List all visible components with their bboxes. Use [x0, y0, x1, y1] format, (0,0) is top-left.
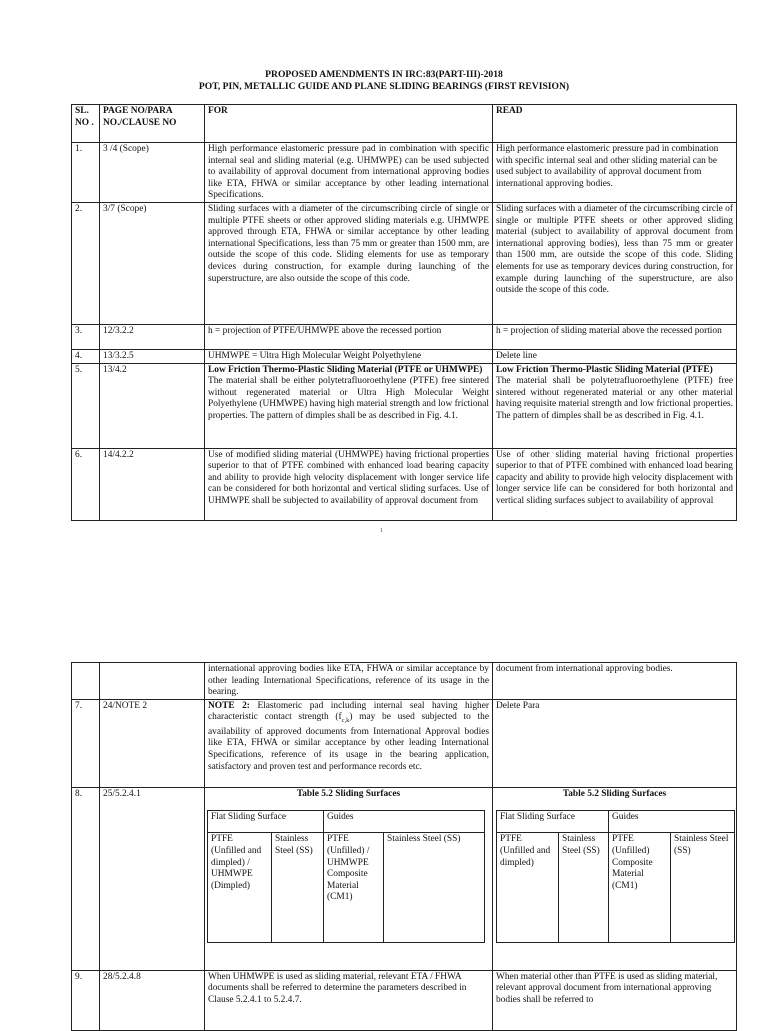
cell-sl: 5.: [72, 363, 100, 448]
cell-page: 3/7 (Scope): [100, 203, 205, 325]
cell-read-body: The material shall be polytetrafluoroethylene (PTFE) free sintered without regenerated material or any other material having requisite material strength and low frictional properties. The pattern of dimples shall be as described in Fig. 4.1.: [496, 376, 733, 421]
sliding-surfaces-table-read: [496, 810, 735, 943]
table-row: [72, 970, 737, 1030]
cell-sl: 8.: [72, 787, 100, 970]
material-cell: Stainless Steel (SS): [384, 833, 485, 943]
note-text-b: ) may be used subjected to the availability of approved documents from International Approval bodies like ETA, FHWA or similar acceptance by other leading International Specifications, reference of its usage in the bearing application, satisfactory and proven test and performance records etc.: [208, 712, 490, 772]
cell-read: Delete Para: [493, 699, 737, 787]
cell-read: document from international approving bodies.: [493, 663, 737, 700]
header-sl-no: SL. NO .: [72, 105, 100, 143]
amendments-table-page-1: [71, 104, 737, 521]
header-page-para: PAGE NO/PARA NO./CLAUSE NO: [100, 105, 205, 143]
cell-page: 14/4.2.2: [100, 448, 205, 520]
table-row: [72, 787, 737, 970]
cell-for: UHMWPE = Ultra High Molecular Weight Polyethylene: [205, 350, 493, 364]
cell-sl: 2.: [72, 203, 100, 325]
cell-sl: 4.: [72, 350, 100, 364]
table-row: [72, 325, 737, 350]
cell-sl: 9.: [72, 970, 100, 1030]
cell-read: Delete line: [493, 350, 737, 364]
table-row: [72, 350, 737, 364]
cell-sl: 3.: [72, 325, 100, 350]
table-row: [72, 143, 737, 203]
table-title-for: Table 5.2 Sliding Surfaces: [296, 788, 401, 799]
cell-for: [205, 787, 493, 970]
table-row: [72, 699, 737, 787]
flat-sliding-surface-header: Flat Sliding Surface: [208, 811, 324, 833]
material-cell: PTFE (Unfilled and dimpled): [497, 833, 559, 943]
cell-read: [493, 787, 737, 970]
table-row: [72, 448, 737, 520]
sliding-surfaces-table-for: [207, 810, 485, 943]
amendments-table-page-2: [71, 662, 737, 1031]
material-cell: PTFE (Unfilled) Composite Material (CM1): [609, 833, 671, 943]
material-cell: PTFE (Unfilled) / UHMWPE Composite Material (CM1): [324, 833, 384, 943]
cell-page: 12/3.2.2: [100, 325, 205, 350]
cell-read-heading: Low Friction Thermo-Plastic Sliding Material (PTFE): [496, 364, 713, 375]
document-title: PROPOSED AMENDMENTS IN IRC:83(PART-III)-2018: [265, 69, 503, 80]
cell-for: When UHMWPE is used as sliding material, relevant ETA / FHWA documents shall be referred to determine the parameters described in Clause 5.2.4.1 to 5.2.4.7.: [205, 970, 493, 1030]
cell-for: High performance elastomeric pressure pad in combination with specific internal seal and sliding material (e.g. UHMWPE) can be used subjected to availability of approval document from international approving bodies like ETA, FHWA or similar acceptance by other leading international Specifications.: [205, 143, 493, 203]
guides-header: Guides: [609, 811, 735, 833]
cell-sl: 1.: [72, 143, 100, 203]
cell-for-heading: Low Friction Thermo-Plastic Sliding Material (PTFE or UHMWPE): [208, 364, 483, 375]
note-subscript: c,k: [341, 717, 350, 725]
cell-for: Sliding surfaces with a diameter of the circumscribing circle of single or multiple PTFE sheets or other approved sliding materials e.g. UHMWPE approved through ETA, FHWA or similar acceptance by other leading international Specifications, less than 75 mm or greater than 1500 mm, are outside the scope of this code. Sliding elements for use as temporary devices during construction, for example during launching of the superstructure, are also outside the scope of this code.: [205, 203, 493, 325]
cell-for-body: The material shall be either polytetrafluoroethylene (PTFE) free sintered without regenerated material or Ultra High Molecular Weight Polyethylene (UHMWPE) having high material strength and low frictional properties. The pattern of dimples shall be as described in Fig. 4.1.: [208, 376, 489, 421]
material-cell: PTFE (Unfilled and dimpled) / UHMWPE (Dimpled): [208, 833, 272, 943]
cell-read: h = projection of sliding material above the recessed portion: [493, 325, 737, 350]
table-row-continued: [72, 663, 737, 700]
cell-for: [205, 699, 493, 787]
cell-read: High performance elastomeric pressure pad in combination with specific internal seal and other sliding material can be used subject to availability of approval document from international approving bodies.: [493, 143, 737, 203]
cell-for: h = projection of PTFE/UHMWPE above the recessed portion: [205, 325, 493, 350]
table-row: [72, 363, 737, 448]
cell-read: When material other than PTFE is used as sliding material, relevant approval document from international approving bodies shall be referred to: [493, 970, 737, 1030]
cell-page: 28/5.2.4.8: [100, 970, 205, 1030]
table-row: [72, 203, 737, 325]
header-for: FOR: [205, 105, 493, 143]
cell-for: Use of modified sliding material (UHMWPE) having frictional properties superior to that of PTFE combined with enhanced load bearing capacity and ability to provide high velocity displacement with longer service life can be considered for both horizontal and vertical sliding surfaces. Use of UHMWPE shall be subjected to availability of approval document from: [205, 448, 493, 520]
guides-header: Guides: [324, 811, 485, 833]
cell-page: 24/NOTE 2: [100, 699, 205, 787]
cell-read: [493, 363, 737, 448]
material-cell: Stainless Steel (SS): [671, 833, 735, 943]
material-cell: Stainless Steel (SS): [272, 833, 324, 943]
note-label: NOTE 2:: [208, 700, 250, 711]
cell-read: Sliding surfaces with a diameter of the circumscribing circle of single or multiple PTFE sheets or other approved sliding material (subject to availability of approval document from international approving bodies), less than 75 mm or greater than 1500 mm, are outside the scope of this code. Sliding elements for use as temporary devices during construction, for example during launching of the superstructure, are also outside the scope of this code.: [493, 203, 737, 325]
header-read: READ: [493, 105, 737, 143]
cell-page: 3 /4 (Scope): [100, 143, 205, 203]
cell-sl: 7.: [72, 699, 100, 787]
flat-sliding-surface-header: Flat Sliding Surface: [497, 811, 609, 833]
cell-for: international approving bodies like ETA, FHWA or similar acceptance by other leading International Specifications, reference of its usage in the bearing.: [205, 663, 493, 700]
cell-sl: 6.: [72, 448, 100, 520]
cell-page: [100, 663, 205, 700]
cell-page: 13/4.2: [100, 363, 205, 448]
cell-page: 13/3.2.5: [100, 350, 205, 364]
cell-read: Use of other sliding material having frictional properties superior to that of PTFE combined with enhanced load bearing capacity and ability to provide high velocity displacement with longer service life can be considered for both horizontal and vertical sliding surfaces subject to availability of approval: [493, 448, 737, 520]
page-number: 1: [380, 528, 383, 534]
note-text-a: Elastomeric pad including internal seal having higher characteristic contact strength (f: [208, 700, 489, 723]
cell-for: [205, 363, 493, 448]
cell-sl: [72, 663, 100, 700]
material-cell: Stainless Steel (SS): [559, 833, 609, 943]
table-header-row: [72, 105, 737, 143]
document-subtitle: POT, PIN, METALLIC GUIDE AND PLANE SLIDING BEARINGS (FIRST REVISION): [198, 81, 570, 92]
table-title-read: Table 5.2 Sliding Surfaces: [562, 788, 667, 799]
cell-page: 25/5.2.4.1: [100, 787, 205, 970]
